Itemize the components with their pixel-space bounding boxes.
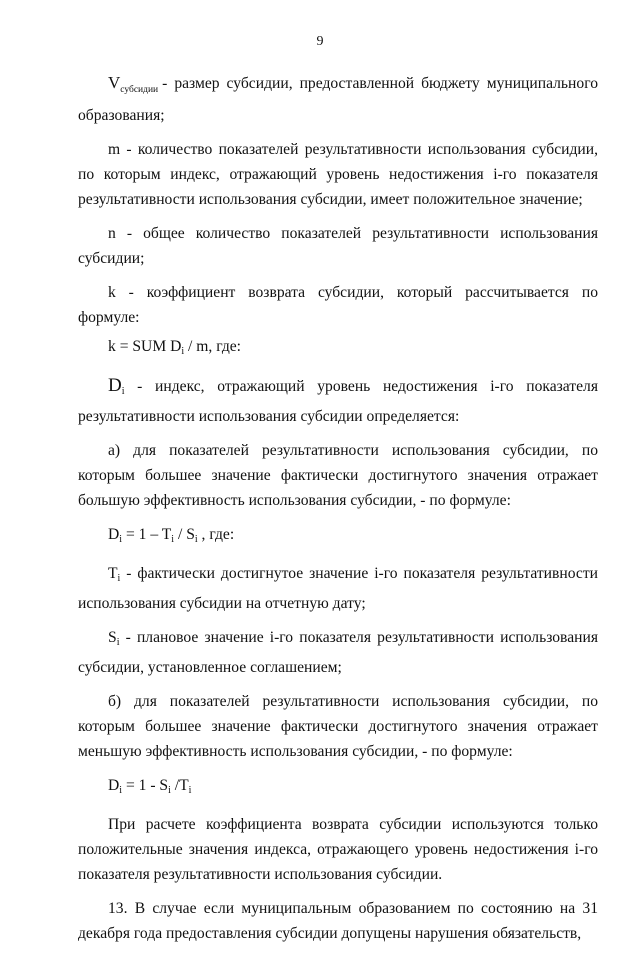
paragraph-ti	[78, 561, 598, 616]
paragraph-di	[78, 373, 598, 429]
formula-subscript: i	[171, 534, 175, 545]
paragraph-k: k - коэффициент возврата субсидии, который рассчитывается по формуле:	[78, 284, 598, 326]
paragraph-text: - фактически достигнутое значение i-го показателя результативности использования субсидии на отчетную дату;	[78, 565, 598, 612]
paragraph-text: - размер субсидии, предоставленной бюджету муниципального образования;	[78, 75, 598, 124]
paragraph-n: n - общее количество показателей результативности использования субсидии;	[78, 225, 598, 267]
formula-part: /T	[170, 777, 189, 794]
paragraph-positive-values: При расчете коэффициента возврата субсидии используются только положительные значения индекса, отражающего уровень недостижения i-го показателя результативности использования субсидии.	[78, 816, 598, 883]
symbol-t: T	[108, 565, 118, 582]
formula-subscript: i	[188, 785, 192, 796]
formula-subscript: i	[194, 534, 198, 545]
paragraph-13: 13. В случае если муниципальным образованием по состоянию на 31 декабря года предоставления субсидии допущены нарушения обязательств,	[78, 900, 598, 942]
paragraph-si	[78, 625, 598, 680]
paragraph-a: а) для показателей результативности использования субсидии, по которым большее значение фактически достигнутого значения отражает большую эффективность использования субсидии, - по формуле:	[78, 442, 598, 509]
formula-part: k = SUM D	[108, 338, 182, 355]
paragraph-text: - плановое значение i-го показателя результативности использования субсидии, установленное соглашением;	[78, 629, 598, 676]
formula-subscript: i	[181, 346, 185, 357]
formula-b	[78, 773, 598, 803]
document-body	[78, 70, 598, 955]
symbol-d-subscript: i	[121, 386, 125, 397]
formula-subscript: i	[168, 785, 171, 796]
formula-part: D	[108, 777, 120, 794]
paragraph-m: m - количество показателей результативности использования субсидии, по которым индекс, отражающий уровень недостижения i-го показателя результативности использования субсидии, имеет положительное значение;	[78, 141, 598, 208]
symbol-d: D	[108, 375, 122, 396]
formula-a	[78, 522, 598, 552]
formula-subscript: i	[119, 785, 123, 796]
paragraph-b: б) для показателей результативности использования субсидии, по которым большее значение фактически достигнутого значения отражает меньшую эффективность использования субсидии, - по формуле:	[78, 693, 598, 760]
page-number: 9	[316, 34, 324, 49]
formula-k	[78, 334, 598, 364]
symbol-v: V	[108, 73, 121, 92]
paragraph-text: - индекс, отражающий уровень недостижения i-го показателя результативности использования субсидии определяется:	[78, 378, 598, 425]
paragraph-v-subsidy	[78, 70, 598, 128]
formula-part: = 1 – T	[122, 526, 172, 543]
formula-part: / m, где:	[184, 338, 242, 355]
symbol-s: S	[108, 629, 117, 646]
formula-part: D	[108, 526, 120, 543]
formula-part: = 1 - S	[122, 777, 169, 794]
formula-part: / S	[174, 526, 195, 543]
formula-subscript: i	[119, 534, 123, 545]
symbol-t-subscript: i	[117, 573, 121, 584]
formula-part: , где:	[197, 526, 235, 543]
symbol-s-subscript: i	[116, 637, 120, 648]
symbol-v-subscript: субсидии	[120, 85, 159, 95]
